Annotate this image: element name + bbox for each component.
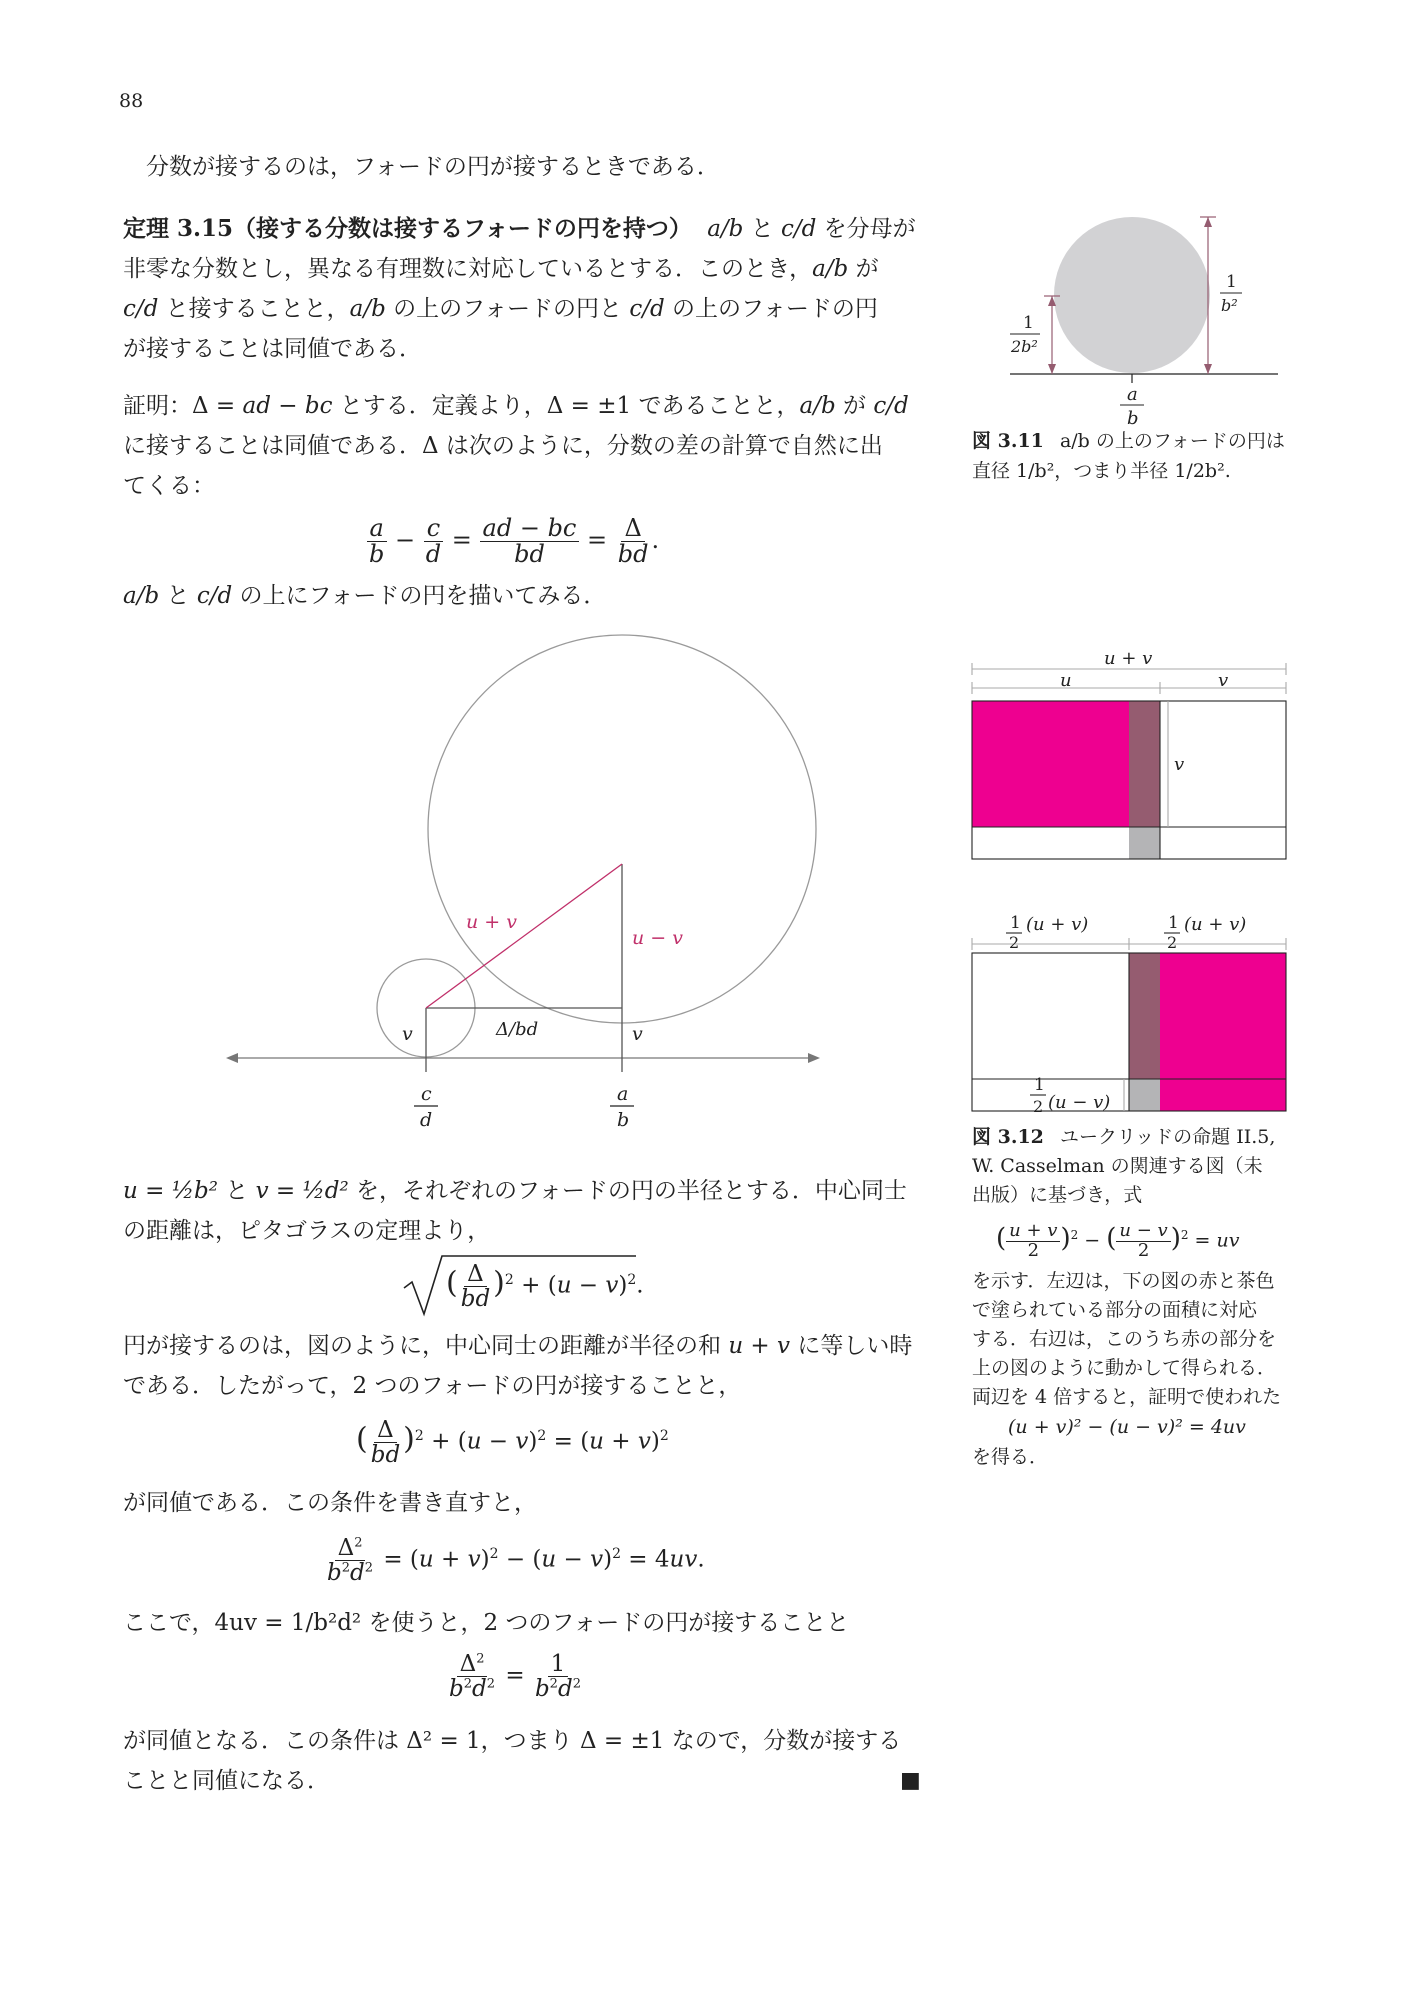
figure-3-12-caption-line-9: (u + v)² − (u − v)² = 4uv [1008,1416,1246,1438]
u-definition: u = ½b² [123,1178,218,1204]
v-definition: v = ½d² [255,1178,349,1204]
math-c-over-d: c/d [629,296,665,322]
brown-strip [1129,701,1160,827]
caption-text-1: a/b の上のフォードの円は [1059,430,1285,452]
label-half-1: (u + v) [1026,914,1089,935]
para-3a: 円が接するのは，図のように，中心同士の距離が半径の和 [123,1333,721,1359]
label-u-minus-v: u − v [632,927,683,949]
tick-label-a: a [617,1083,629,1105]
figure-3-12-formula: ( $\frac{u + v}{2}$ )$^2$ − ( $\frac{u - v}{2}$ )$^2$ = uv [996,1220,1240,1261]
equation-2: ( $\frac{\Delta}{bd}$ )$^2 + (u - v)^2$. [446,1261,644,1313]
figure-3-12-caption-line-6: する．右辺は，このうち赤の部分を [972,1328,1277,1350]
intro-line: 分数が接するのは，フォードの円が接するときである． [146,154,720,180]
label-u-plus-v: u + v [466,911,517,933]
red-rectangle [1160,953,1286,1111]
theorem-line-2-tail: が [855,256,879,282]
tick-label-d: d [420,1109,433,1131]
tick-label-a: a [1127,384,1138,405]
para-3-line-2: である．したがって，2 つのフォードの円が接することと， [123,1373,742,1399]
and-word: と [225,1178,249,1204]
bottom-num: 1 [1034,1075,1045,1095]
equation-1: $\frac{a}{b}$ − $\frac{c}{d}$ = $\frac{ad - bc}{bd}$ = $\frac{\Delta}{bd}$ . [366,516,659,567]
para-3a-tail: に等しい時 [797,1333,913,1359]
label-right-den: b² [1221,296,1238,315]
page-number: 88 [119,90,144,112]
tick-label-b: b [1127,408,1139,429]
figure-3-12-caption-line-7: 上の図のように動かして得られる． [972,1357,1277,1379]
gray-square [1129,827,1160,859]
caption-label: 図 3.12 [972,1126,1044,1148]
equation-3: ( $\frac{\Delta}{bd}$ )$^2 + (u - v)^2 = (u + v)^2$ [356,1417,669,1469]
label-delta-bd: Δ/bd [496,1019,539,1040]
para-5: ここで，4uv = 1/b²d² を使うと，2 つのフォードの円が接することと [123,1610,850,1636]
label-left-den: 2b² [1011,337,1038,356]
label-half-2: (u + v) [1184,914,1247,935]
half-den-1: 2 [1009,933,1020,952]
label-left-num: 1 [1023,313,1034,333]
proof-line-4-text: の上にフォードの円を描いてみる． [239,583,607,609]
math-ad-bc: ad − bc [242,393,333,419]
and-word: と [750,216,774,242]
figure-3-12-caption-line-3: 出版）に基づき，式 [972,1184,1143,1206]
proof-line-1b: とする．定義より，Δ = ±1 であることと， [339,393,800,419]
label-top-u: u [1060,670,1072,691]
para-2a: を，それぞれのフォードの円の半径とする．中心同士 [356,1178,907,1204]
theorem-label: 定理 3.15（接する分数は接するフォードの円を持つ） [123,215,692,242]
figure-3-12-caption-line-4: を示す．左辺は，下の図の赤と茶色 [972,1270,1275,1292]
proof-line-1a: 証明：Δ = [123,393,236,419]
theorem-line-3-text: と接することと， [165,296,350,322]
math-c-over-d: c/d [781,216,817,242]
theorem-line-3-mid: の上のフォードの円と [393,296,623,322]
figure-3-12-caption-line-1 [972,1128,1275,1147]
gray-square-bottom [1129,1079,1160,1111]
proof-line-2: に接することは同値である．Δ は次のように，分数の差の計算で自然に出 [123,433,883,459]
tick-label-c: c [421,1083,432,1105]
theorem-line-1-tail: を分母が [823,216,916,242]
half-num-1: 1 [1010,913,1021,933]
tick-label-b: b [617,1109,630,1131]
para-6-line-1: が同値となる．この条件は Δ² = 1，つまり Δ = ±1 なので，分数が接する [123,1728,902,1754]
label-top-v: v [1218,670,1229,691]
figure-3-12-caption-line-2: W. Casselman の関連する図（未 [972,1155,1263,1177]
brown-strip-bottom [1129,953,1160,1079]
theorem-line-2-text: 非零な分数とし，異なる有理数に対応しているとする．このとき， [123,256,813,282]
equation-5: $\frac{\Delta^2}{b^2d^2}$ = $\frac{1}{b^2d^2}$ [449,1651,581,1703]
red-square [972,701,1129,827]
math-c-over-d: c/d [196,583,233,609]
qed-mark: ■ [900,1768,921,1793]
theorem-line-3-tail: の上のフォードの円 [672,296,878,322]
math-a-over-b: a/b [799,393,836,419]
label-right-num: 1 [1226,272,1237,292]
and-word: と [166,583,190,609]
equation-4: $\frac{\Delta^2}{b^2d^2}$ = $(u + v)^2 - (u - v)^2 = 4uv$. [327,1535,705,1587]
para-6-line-2: ことと同値になる． [123,1768,330,1794]
figure-3-11-caption-line-2: 直径 1/b²，つまり半径 1/2b². [972,460,1231,482]
figure-3-12-caption-line-5: で塗られている部分の面積に対応 [972,1299,1258,1321]
figure-3-12-caption-line-10: を得る． [972,1446,1049,1468]
label-bottom: (u − v) [1048,1092,1111,1113]
u-plus-v: u + v [728,1333,791,1359]
theorem-line-4: が接することは同値である． [123,336,422,362]
proof-line-3: てくる： [123,473,215,499]
label-v-left: v [402,1023,413,1045]
math-a-over-b: a/b [812,256,849,282]
para-2-line-2: の距離は，ピタゴラスの定理より， [123,1218,491,1244]
half-num-2: 1 [1168,913,1179,933]
para-4: が同値である．この条件を書き直すと， [123,1490,537,1516]
math-a-over-b: a/b [123,583,160,609]
math-c-over-d: c/d [873,393,909,419]
math-a-over-b: a/b [349,296,386,322]
label-top-span: u + v [1104,648,1153,669]
math-c-over-d: c/d [123,296,159,322]
proof-line-1c: が [843,393,866,419]
math-a-over-b: a/b [707,216,744,242]
label-side-v: v [1174,754,1185,775]
half-den-2: 2 [1167,933,1178,952]
bottom-den: 2 [1033,1097,1044,1116]
label-v-right: v [632,1023,643,1045]
figure-3-12-caption-line-8: 両辺を 4 倍すると，証明で使われた [972,1386,1282,1408]
caption-label: 図 3.11 [972,430,1044,452]
caption-text-1: ユークリッドの命題 II.5, [1059,1126,1276,1148]
